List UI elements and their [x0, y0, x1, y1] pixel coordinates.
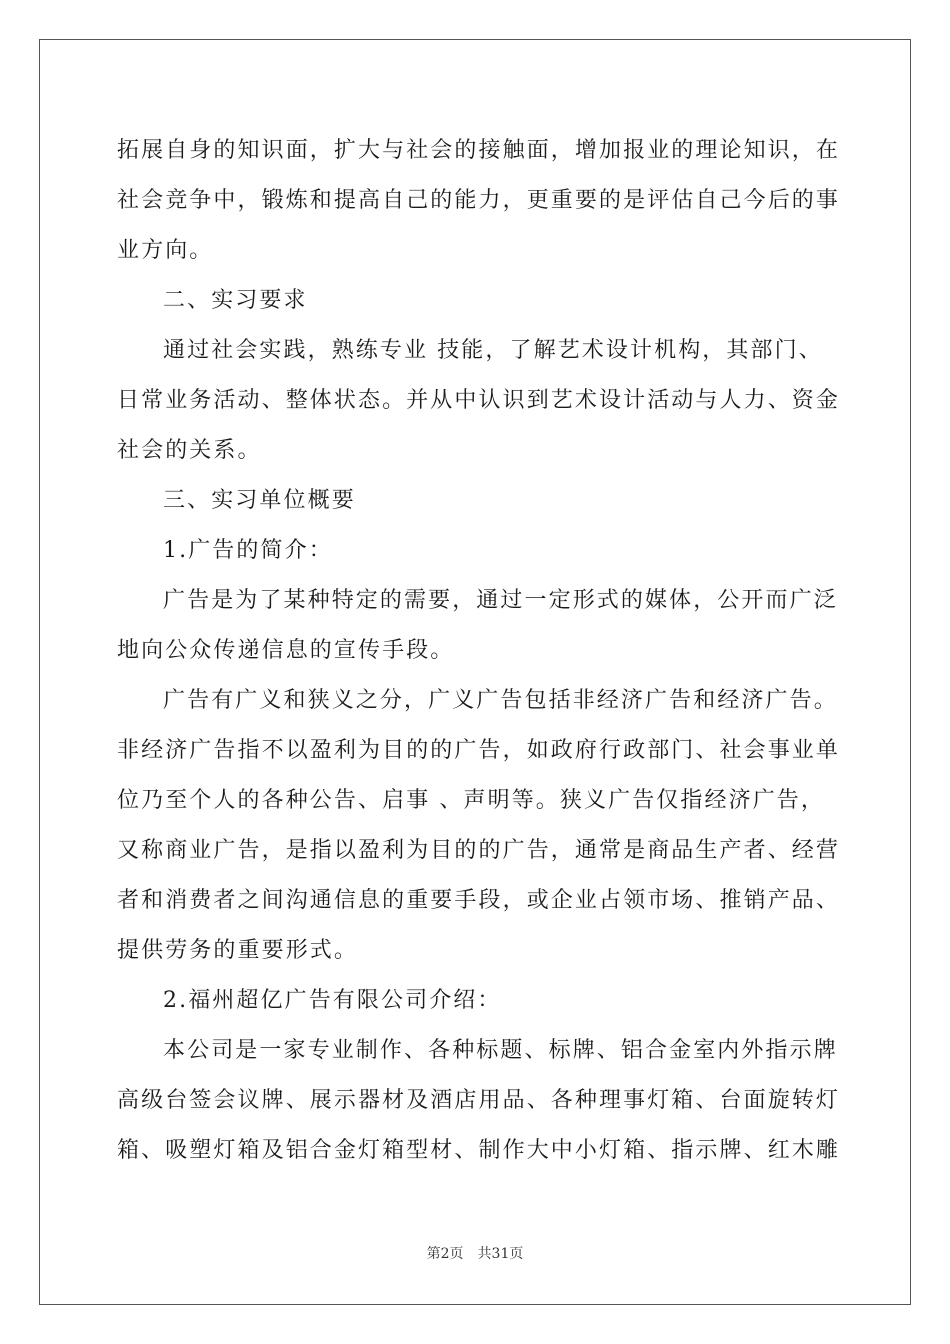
- text-line: 社会的关系。: [117, 438, 262, 463]
- text-line: 日常业务活动、整体状态。并从中认识到艺术设计活动与人力、资金: [117, 388, 841, 413]
- text-line: 箱、吸塑灯箱及铝合金灯箱型材、制作大中小灯箱、指示牌、红木雕: [117, 1138, 841, 1163]
- section-heading: 三、实习单位概要: [163, 488, 356, 513]
- page-footer: [0, 1243, 950, 1263]
- section-heading: 二、实习要求: [163, 288, 308, 313]
- page-number: 第2页: [426, 1246, 464, 1262]
- text-line: 业方向。: [117, 238, 214, 263]
- text-line: 本公司是一家专业制作、各种标题、标牌、铝合金室内外指示牌: [163, 1038, 838, 1063]
- text-line: 地向公众传递信息的宣传手段。: [117, 638, 455, 663]
- text-line: 提供劳务的重要形式。: [117, 938, 359, 963]
- text-line: 者和消费者之间沟通信息的重要手段，或企业占领市场、推销产品、: [117, 888, 841, 913]
- subsection-heading: 1.广告的简介：: [163, 538, 333, 563]
- text-line: 社会竞争中，锻炼和提高自己的能力，更重要的是评估自己今后的事: [117, 188, 841, 213]
- page-total: 共31页: [477, 1246, 524, 1262]
- text-line: 广告有广义和狭义之分，广义广告包括非经济广告和经济广告。: [163, 688, 838, 713]
- subsection-heading: 2.福州超亿广告有限公司介绍：: [163, 988, 502, 1013]
- text-line: 非经济广告指不以盈利为目的的广告，如政府行政部门、社会事业单: [117, 738, 841, 763]
- text-line: 又称商业广告，是指以盈利为目的的广告，通常是商品生产者、经营: [117, 838, 841, 863]
- text-line: 位乃至个人的各种公告、启事 、声明等。狭义广告仅指经济广告，: [117, 788, 825, 813]
- text-line: 拓展自身的知识面，扩大与社会的接触面，增加报业的理论知识，在: [117, 138, 841, 163]
- text-line: 通过社会实践，熟练专业 技能，了解艺术设计机构，其部门、: [163, 338, 823, 363]
- text-line: 高级台签会议牌、展示器材及酒店用品、各种理事灯箱、台面旋转灯: [117, 1088, 841, 1113]
- text-line: 广告是为了某种特定的需要，通过一定形式的媒体，公开而广泛: [163, 588, 838, 613]
- document-body: [117, 126, 841, 1176]
